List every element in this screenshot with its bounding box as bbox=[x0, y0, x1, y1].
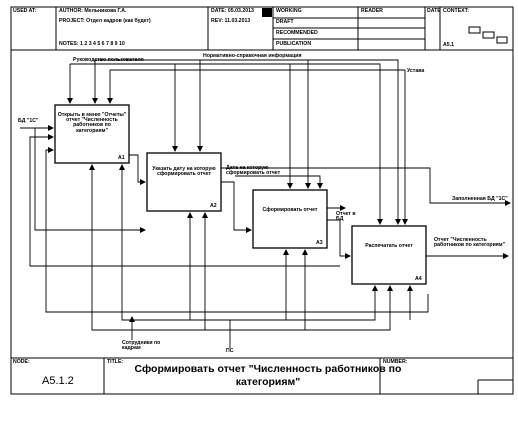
arrow-label-charter: Устава bbox=[407, 68, 425, 74]
status-recommended: RECOMMENDED bbox=[276, 30, 318, 36]
activity-a2-number: А2 bbox=[210, 203, 217, 209]
activity-a1-text: Открыть в меню "Отчеты" отчет "Численность работников по категориям" bbox=[57, 112, 127, 134]
arrow-label-report-db: Отчет в БД bbox=[336, 211, 356, 223]
status-draft: DRAFT bbox=[276, 19, 294, 25]
status-working: WORKING bbox=[276, 8, 302, 14]
reader-label: READER bbox=[361, 8, 383, 14]
date-label: DATE bbox=[427, 8, 441, 14]
node-label: NODE: bbox=[13, 359, 30, 365]
rev: REV: 11.03.2013 bbox=[211, 18, 251, 24]
number-label: NUMBER: bbox=[383, 359, 408, 365]
activity-a1-number: А1 bbox=[118, 155, 125, 161]
used-at-label: USED AT: bbox=[13, 8, 37, 14]
arrow-label-report-output: Отчет "Численность работников по категориям" bbox=[434, 237, 506, 249]
activity-a4-number: А4 bbox=[415, 276, 422, 282]
title-label: TITLE: bbox=[107, 359, 124, 365]
arrow-label-user-guide: Руководство пользователя bbox=[73, 57, 144, 63]
arrow-label-db-input: БД "1С" bbox=[18, 118, 39, 124]
diagram-title: Сформировать отчет "Численность работников по категориям" bbox=[134, 363, 402, 388]
notes: NOTES: 1 2 3 4 5 6 7 8 9 10 bbox=[59, 41, 125, 47]
activity-a2-text: Указать дату на которую сформировать отчет bbox=[152, 166, 216, 178]
date: DATE: 05.03.2013 bbox=[211, 8, 254, 14]
status-publication: PUBLICATION bbox=[276, 41, 312, 47]
arrow-label-date: Дата на которую сформировать отчет bbox=[226, 165, 281, 177]
activity-a3-text: Сформировать отчет bbox=[262, 207, 318, 213]
arrow-label-ps: ПС bbox=[226, 348, 234, 354]
activity-a3-number: А3 bbox=[316, 240, 323, 246]
context-id: A5.1 bbox=[443, 42, 454, 48]
arrow-label-reference-info: Нормативно-справочная информация bbox=[203, 53, 302, 59]
activity-a4-text: Распечатать отчет bbox=[365, 243, 413, 249]
author: AUTHOR: Мельникова Г.А. bbox=[59, 8, 127, 14]
node-id: А5.1.2 bbox=[42, 375, 74, 387]
project: PROJECT: Отдел кадров (как будет) bbox=[59, 18, 151, 24]
context-label: CONTEXT: bbox=[443, 8, 469, 14]
arrow-label-staff: Сотрудники по кадрам bbox=[122, 340, 161, 352]
arrow-label-db-output: Заполненная БД "1С" bbox=[452, 196, 508, 202]
